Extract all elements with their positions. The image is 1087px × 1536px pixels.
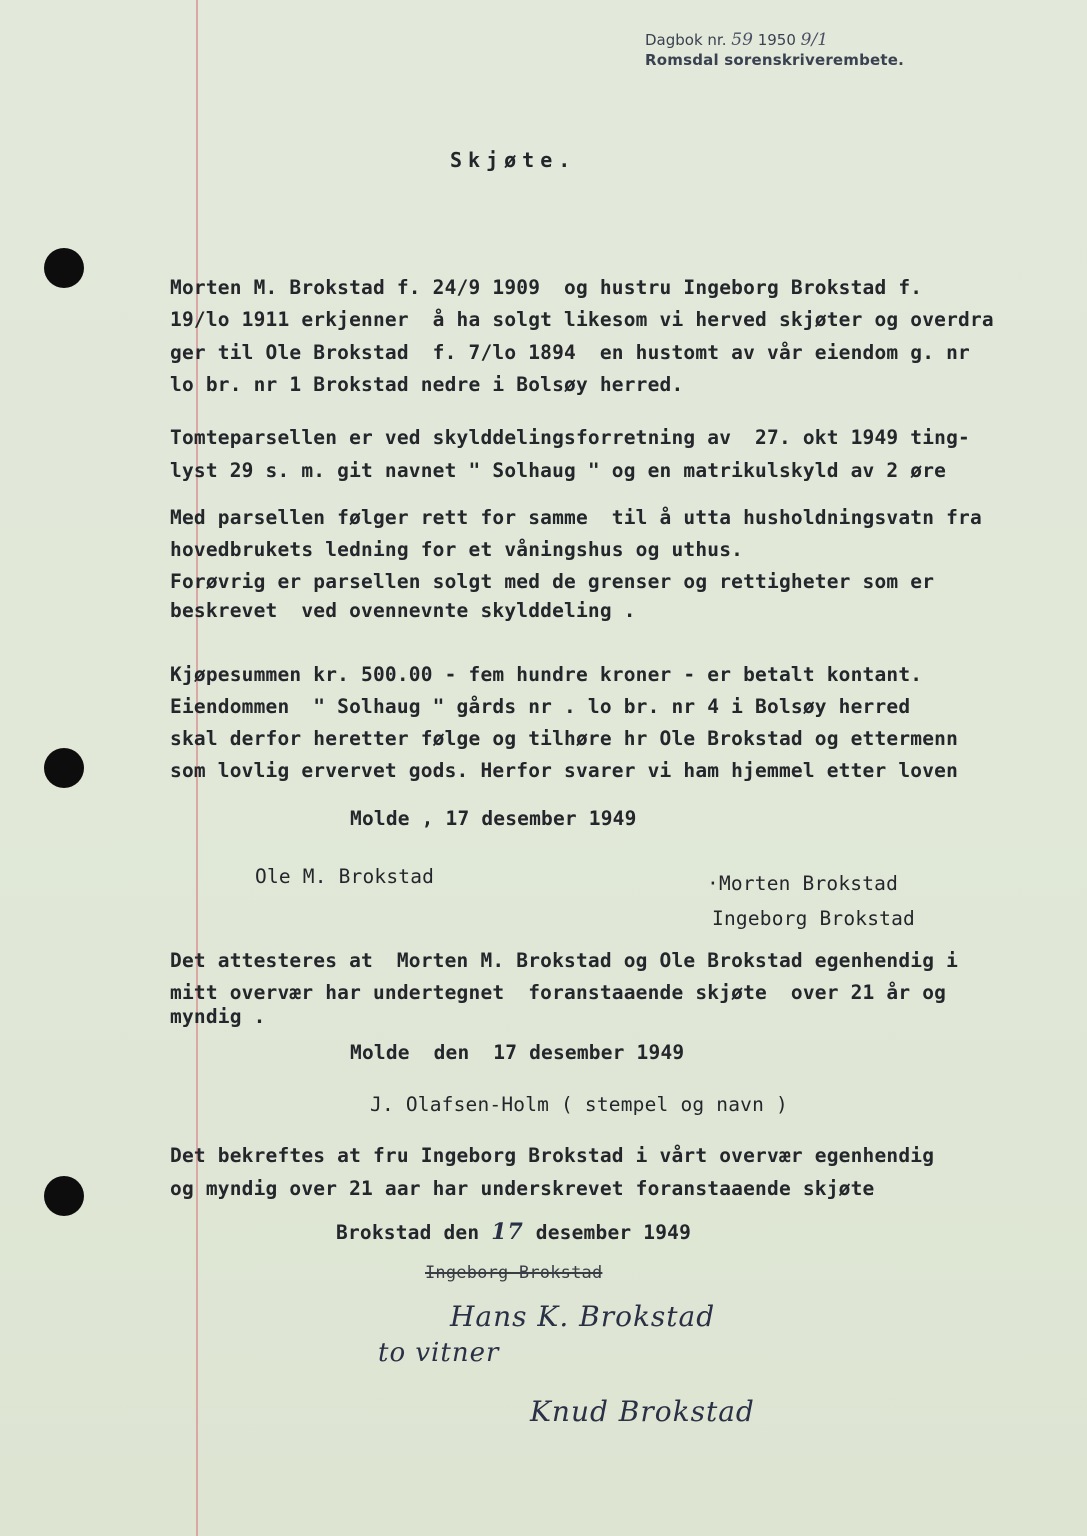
- paragraph4-line: skal derfor heretter følge og tilhøre hr Ole Brokstad og ettermenn: [170, 727, 959, 750]
- seller-signature-name-2: Ingeborg Brokstad: [712, 907, 915, 930]
- attestation1-line: Det attesteres at Morten M. Brokstad og Ole Brokstad egenhendig i: [170, 949, 959, 972]
- paragraph1-line: 19/lo 1911 erkjenner å ha solgt likesom vi herved skjøter og overdra: [170, 308, 994, 331]
- handwritten-day: 17: [491, 1219, 524, 1245]
- handwritten-signature-1: Hans K. Brokstad: [450, 1300, 716, 1333]
- stamp-year: 1950: [757, 31, 796, 49]
- attestation2-line: Det bekreftes at fru Ingeborg Brokstad i vårt overvær egenhendig: [170, 1144, 935, 1167]
- paragraph1-line: Morten M. Brokstad f. 24/9 1909 og hustru Ingeborg Brokstad f.: [170, 276, 923, 299]
- place-date-3: [336, 1219, 691, 1246]
- stamp-number: 59: [731, 30, 753, 50]
- buyer-signature-name: Ole M. Brokstad: [255, 865, 435, 888]
- stamp-label: Dagbok nr.: [645, 31, 727, 49]
- attestation2-line: og myndig over 21 aar har underskrevet foranstaaende skjøte: [170, 1177, 875, 1200]
- punch-hole-bottom: [44, 1176, 84, 1216]
- document-title: Skjøte.: [450, 148, 577, 172]
- place-date-3-after: desember 1949: [523, 1221, 692, 1244]
- paragraph2-line: Tomteparsellen er ved skylddelingsforretning av 27. okt 1949 ting-: [170, 426, 970, 449]
- paragraph3-line: beskrevet ved ovennevnte skylddeling .: [170, 599, 636, 622]
- paragraph1-line: lo br. nr 1 Brokstad nedre i Bolsøy herred.: [170, 373, 684, 396]
- place-date-2: Molde den 17 desember 1949: [350, 1041, 685, 1064]
- paragraph3-line: Med parsellen følger rett for samme til å utta husholdningsvatn fra: [170, 506, 982, 529]
- punch-hole-top: [44, 248, 84, 288]
- paragraph4-line: som lovlig ervervet gods. Herfor svarer vi ham hjemmel etter loven: [170, 759, 959, 782]
- stamp-date: 9/1: [800, 30, 829, 50]
- attestation1-line: myndig .: [170, 1005, 266, 1028]
- paragraph2-line: lyst 29 s. m. git navnet " Solhaug " og en matrikulskyld av 2 øre: [170, 459, 947, 482]
- attestation1-line: mitt overvær har undertegnet foranstaaende skjøte over 21 år og: [170, 981, 947, 1004]
- place-date-1: Molde , 17 desember 1949: [350, 807, 637, 830]
- witness-stamp-line: J. Olafsen-Holm ( stempel og navn ): [370, 1093, 788, 1116]
- paragraph3-line: Forøvrig er parsellen solgt med de grenser og rettigheter som er: [170, 570, 935, 593]
- paragraph4-line: Kjøpesummen kr. 500.00 - fem hundre kroner - er betalt kontant.: [170, 663, 923, 686]
- stamp-office: Romsdal sorenskriverembete.: [645, 51, 905, 69]
- handwritten-note: to vitner: [378, 1338, 500, 1368]
- paragraph1-line: ger til Ole Brokstad f. 7/lo 1894 en hustomt av vår eiendom g. nr: [170, 341, 970, 364]
- handwritten-signature-2: Knud Brokstad: [530, 1395, 755, 1428]
- paragraph3-line: hovedbrukets ledning for et våningshus og uthus.: [170, 538, 744, 561]
- seller-signature-name-1: ·Morten Brokstad: [707, 872, 899, 895]
- place-date-3-before: Brokstad den: [336, 1221, 492, 1244]
- punch-hole-middle: [44, 748, 84, 788]
- struck-name: Ingeborg Brokstad: [425, 1263, 603, 1283]
- registry-stamp: [645, 30, 904, 70]
- paragraph4-line: Eiendommen " Solhaug " gårds nr . lo br. nr 4 i Bolsøy herred: [170, 695, 911, 718]
